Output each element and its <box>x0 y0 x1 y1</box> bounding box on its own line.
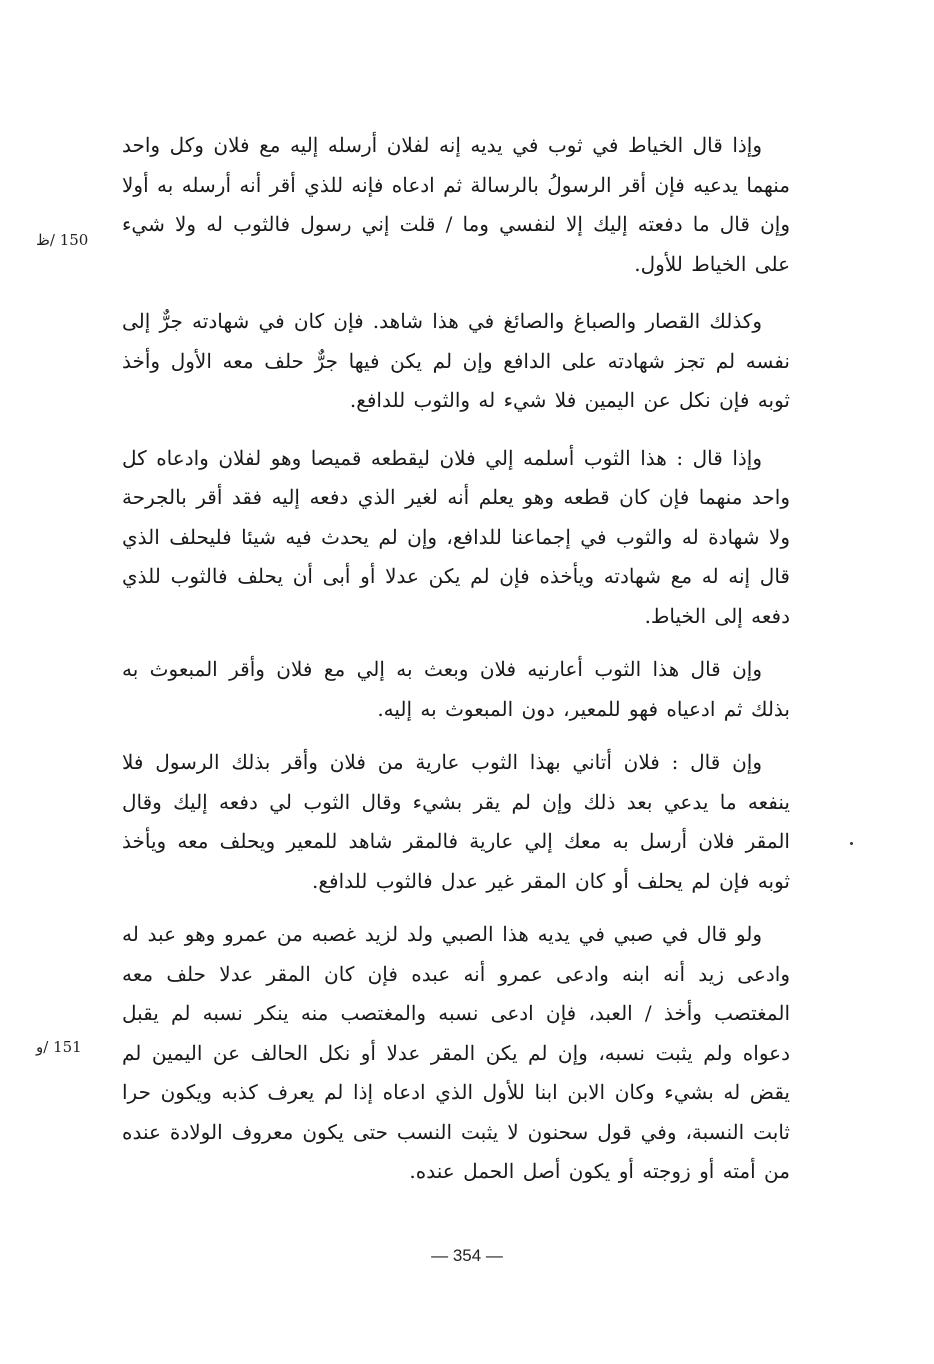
paragraph-3: وإذا قال : هذا الثوب أسلمه إلي فلان ليقطعه قميصا وهو لفلان وادعاه كل واحد منهما فإن كان قطعه وهو يعلم أنه لغير الذي دفعه إليه فقد أقر بالجرحة ولا شهادة له والثوب في إجماعنا للدافع، وإن لم يحدث فيه شيئا فليحلف الذي قال إنه له مع شهادته ويأخذه فإن لم يكن عدلا أو أبى أن يحلف فالثوب للذي دفعه إلى الخياط. <box>122 445 790 628</box>
body-text <box>122 126 790 1205</box>
paragraph-2: وكذلك القصار والصباغ والصائغ في هذا شاهد. فإن كان في شهادته جرٌّ إلى نفسه لم تجز شهادته على الدافع وإن لم يكن فيها جرٌّ حلف معه الأول وأخذ ثوبه فإن نكل عن اليمين فلا شيء له والثوب للدافع. <box>122 309 790 412</box>
margin-folio-note-151: 151 /و <box>36 1038 82 1056</box>
paragraph-4: وإن قال هذا الثوب أعارنيه فلان وبعث به إلي مع فلان وأقر المبعوث به بذلك ثم ادعياه فهو للمعير، دون المبعوث به إليه. <box>122 657 790 721</box>
paragraph-5: وإن قال : فلان أتاني بهذا الثوب عارية من فلان وأقر بذلك الرسول فلا ينفعه ما يدعي بعد ذلك وإن لم يقر بشيء وقال الثوب لي دفعه إليك وقال المقر فلان أرسل به معك إلي عارية فالمقر شاهد للمعير ويحلف معه ويأخذ ثوبه فإن لم يحلف أو كان المقر غير عدل فالثوب للدافع. <box>122 750 790 893</box>
margin-folio-note-150: 150 /ظ <box>36 231 89 249</box>
page-number: — 354 — <box>431 1246 503 1265</box>
paragraph-6: ولو قال في صبي في يديه هذا الصبي ولد لزيد غصبه من عمرو وهو عبد له وادعى زيد أنه ابنه وادعى عمرو أنه عبده فإن كان المقر عدلا حلف معه المغتصب وأخذ / العبد، فإن ادعى نسبه والمغتصب منه ينكر نسبه لم يقبل دعواه ولم يثبت نسبه، وإن لم يكن المقر عدلا أو نكل الحالف عن اليمين لم يقض له بشيء وكان الابن ابنا للأول الذي ادعاه إذا لم يعرف كذبه ويكون حرا ثابت النسبة، وفي قول سحنون لا يثبت النسب حتى يكون معروف الولادة عنده من أمته أو زوجته أو يكون أصل الحمل عنده. <box>122 922 790 1183</box>
paragraph-1: وإذا قال الخياط في ثوب في يديه إنه لفلان أرسله إليه مع فلان وكل واحد منهما يدعيه فإن أقر الرسولُ بالرسالة ثم ادعاه فإنه للذي أقر أنه أرسله به أولا وإن قال ما دفعته إليك إلا لنفسي وما / قلت إني رسول فالثوب له ولا شيء على الخياط للأول. <box>122 133 790 276</box>
scan-speck <box>850 842 853 845</box>
